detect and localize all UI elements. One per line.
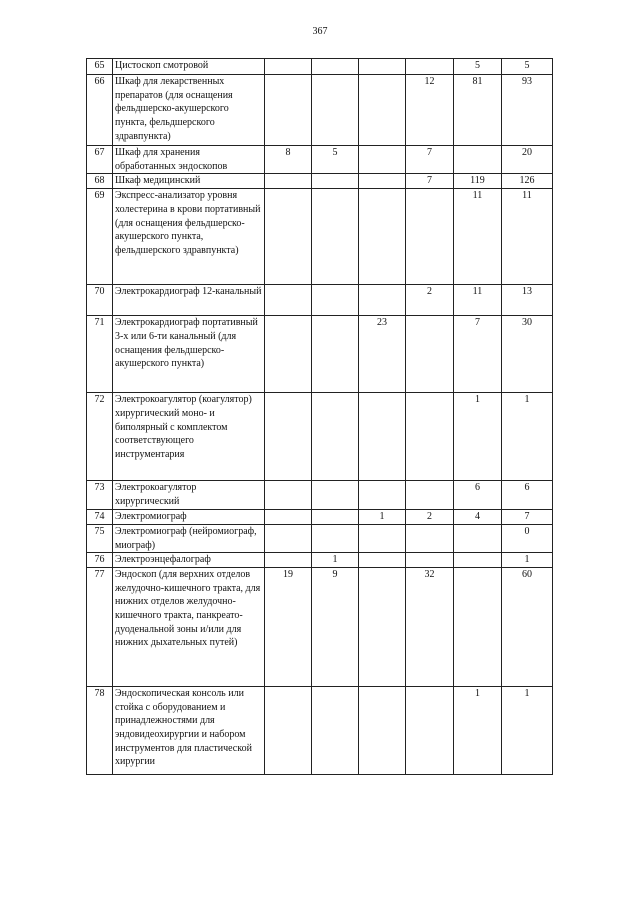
value-cell xyxy=(265,524,312,552)
value-cell xyxy=(312,481,359,510)
value-cell: 32 xyxy=(406,567,454,686)
equipment-name: Цистоскоп смотровой xyxy=(113,59,265,75)
value-cell: 5 xyxy=(312,146,359,174)
value-cell xyxy=(312,393,359,481)
value-cell xyxy=(406,189,454,285)
value-cell: 81 xyxy=(454,75,502,146)
value-cell xyxy=(406,553,454,568)
value-cell: 11 xyxy=(454,285,502,316)
value-cell xyxy=(406,524,454,552)
value-cell: 6 xyxy=(454,481,502,510)
value-cell xyxy=(312,189,359,285)
value-cell: 1 xyxy=(454,686,502,774)
value-cell xyxy=(265,553,312,568)
value-cell xyxy=(265,393,312,481)
equipment-name: Электромиограф xyxy=(113,510,265,525)
value-cell xyxy=(312,686,359,774)
row-number: 73 xyxy=(87,481,113,510)
equipment-name: Электромиограф (нейромиограф, миограф) xyxy=(113,524,265,552)
value-cell xyxy=(359,189,406,285)
value-cell xyxy=(312,75,359,146)
equipment-name: Эндоскоп (для верхних отделов желудочно-кишечного тракта, для нижних отделов желудочно-кишечного тракта, панкреато-дуоденальной зоны и/или для нижних дыхательных путей) xyxy=(113,567,265,686)
value-cell: 7 xyxy=(454,316,502,393)
value-cell xyxy=(406,686,454,774)
total-cell: 93 xyxy=(502,75,553,146)
value-cell: 2 xyxy=(406,510,454,525)
value-cell xyxy=(406,481,454,510)
table-row xyxy=(87,59,553,75)
value-cell: 19 xyxy=(265,567,312,686)
value-cell: 7 xyxy=(406,174,454,189)
value-cell: 8 xyxy=(265,146,312,174)
equipment-name: Электрокоагулятор (коагулятор) хирургический моно- и биполярный с комплектом соответствующего инструментария xyxy=(113,393,265,481)
value-cell: 12 xyxy=(406,75,454,146)
total-cell: 11 xyxy=(502,189,553,285)
table-row xyxy=(87,285,553,316)
total-cell: 1 xyxy=(502,393,553,481)
table-row xyxy=(87,567,553,686)
row-number: 77 xyxy=(87,567,113,686)
value-cell xyxy=(359,75,406,146)
row-number: 67 xyxy=(87,146,113,174)
value-cell xyxy=(265,174,312,189)
value-cell xyxy=(312,316,359,393)
total-cell: 20 xyxy=(502,146,553,174)
value-cell xyxy=(265,59,312,75)
value-cell: 9 xyxy=(312,567,359,686)
equipment-name: Шкаф медицинский xyxy=(113,174,265,189)
table-row xyxy=(87,393,553,481)
equipment-table xyxy=(86,58,553,775)
total-cell: 5 xyxy=(502,59,553,75)
equipment-name: Шкаф для хранения обработанных эндоскопов xyxy=(113,146,265,174)
value-cell xyxy=(265,316,312,393)
equipment-name: Электрокоагулятор хирургический xyxy=(113,481,265,510)
value-cell xyxy=(406,59,454,75)
table-row xyxy=(87,316,553,393)
equipment-name: Шкаф для лекарственных препаратов (для оснащения фельдшерско-акушерского пункта, фельдшерского здравпункта) xyxy=(113,75,265,146)
value-cell xyxy=(359,553,406,568)
value-cell: 5 xyxy=(454,59,502,75)
value-cell xyxy=(265,510,312,525)
value-cell xyxy=(359,59,406,75)
value-cell xyxy=(359,686,406,774)
row-number: 75 xyxy=(87,524,113,552)
equipment-name: Эндоскопическая консоль или стойка с оборудованием и принадлежностями для эндовидеохирургии и набором инструментов для пластической хирургии xyxy=(113,686,265,774)
row-number: 78 xyxy=(87,686,113,774)
page-number: 367 xyxy=(312,26,328,37)
table-row xyxy=(87,481,553,510)
equipment-name: Экспресс-анализатор уровня холестерина в крови портативный (для оснащения фельдшерско-акушерского пункта, фельдшерского здравпункта) xyxy=(113,189,265,285)
value-cell: 119 xyxy=(454,174,502,189)
value-cell xyxy=(312,510,359,525)
value-cell xyxy=(454,146,502,174)
total-cell: 13 xyxy=(502,285,553,316)
value-cell xyxy=(312,59,359,75)
table-row xyxy=(87,686,553,774)
row-number: 65 xyxy=(87,59,113,75)
value-cell xyxy=(359,146,406,174)
value-cell xyxy=(359,524,406,552)
value-cell xyxy=(265,481,312,510)
total-cell: 30 xyxy=(502,316,553,393)
value-cell xyxy=(359,567,406,686)
value-cell: 1 xyxy=(454,393,502,481)
value-cell xyxy=(359,393,406,481)
row-number: 71 xyxy=(87,316,113,393)
equipment-name: Электроэнцефалограф xyxy=(113,553,265,568)
value-cell xyxy=(312,174,359,189)
row-number: 70 xyxy=(87,285,113,316)
value-cell: 4 xyxy=(454,510,502,525)
row-number: 68 xyxy=(87,174,113,189)
total-cell: 0 xyxy=(502,524,553,552)
value-cell xyxy=(312,285,359,316)
total-cell: 1 xyxy=(502,686,553,774)
table-row xyxy=(87,510,553,525)
table-row xyxy=(87,189,553,285)
row-number: 76 xyxy=(87,553,113,568)
total-cell: 1 xyxy=(502,553,553,568)
row-number: 74 xyxy=(87,510,113,525)
value-cell: 23 xyxy=(359,316,406,393)
table-row xyxy=(87,174,553,189)
value-cell xyxy=(406,316,454,393)
row-number: 66 xyxy=(87,75,113,146)
value-cell: 2 xyxy=(406,285,454,316)
value-cell: 11 xyxy=(454,189,502,285)
value-cell xyxy=(359,481,406,510)
value-cell xyxy=(359,174,406,189)
value-cell xyxy=(359,285,406,316)
row-number: 69 xyxy=(87,189,113,285)
total-cell: 7 xyxy=(502,510,553,525)
total-cell: 126 xyxy=(502,174,553,189)
row-number: 72 xyxy=(87,393,113,481)
table-row xyxy=(87,146,553,174)
value-cell xyxy=(312,524,359,552)
total-cell: 6 xyxy=(502,481,553,510)
value-cell xyxy=(454,567,502,686)
value-cell xyxy=(454,553,502,568)
value-cell xyxy=(265,686,312,774)
table-row xyxy=(87,75,553,146)
value-cell: 1 xyxy=(359,510,406,525)
value-cell xyxy=(265,189,312,285)
table-row xyxy=(87,524,553,552)
value-cell: 7 xyxy=(406,146,454,174)
equipment-name: Электрокардиограф портативный 3-х или 6-ти канальный (для оснащения фельдшерско-акушерского пункта) xyxy=(113,316,265,393)
value-cell xyxy=(454,524,502,552)
value-cell: 1 xyxy=(312,553,359,568)
value-cell xyxy=(406,393,454,481)
equipment-name: Электрокардиограф 12-канальный xyxy=(113,285,265,316)
value-cell xyxy=(265,285,312,316)
table-row xyxy=(87,553,553,568)
total-cell: 60 xyxy=(502,567,553,686)
value-cell xyxy=(265,75,312,146)
